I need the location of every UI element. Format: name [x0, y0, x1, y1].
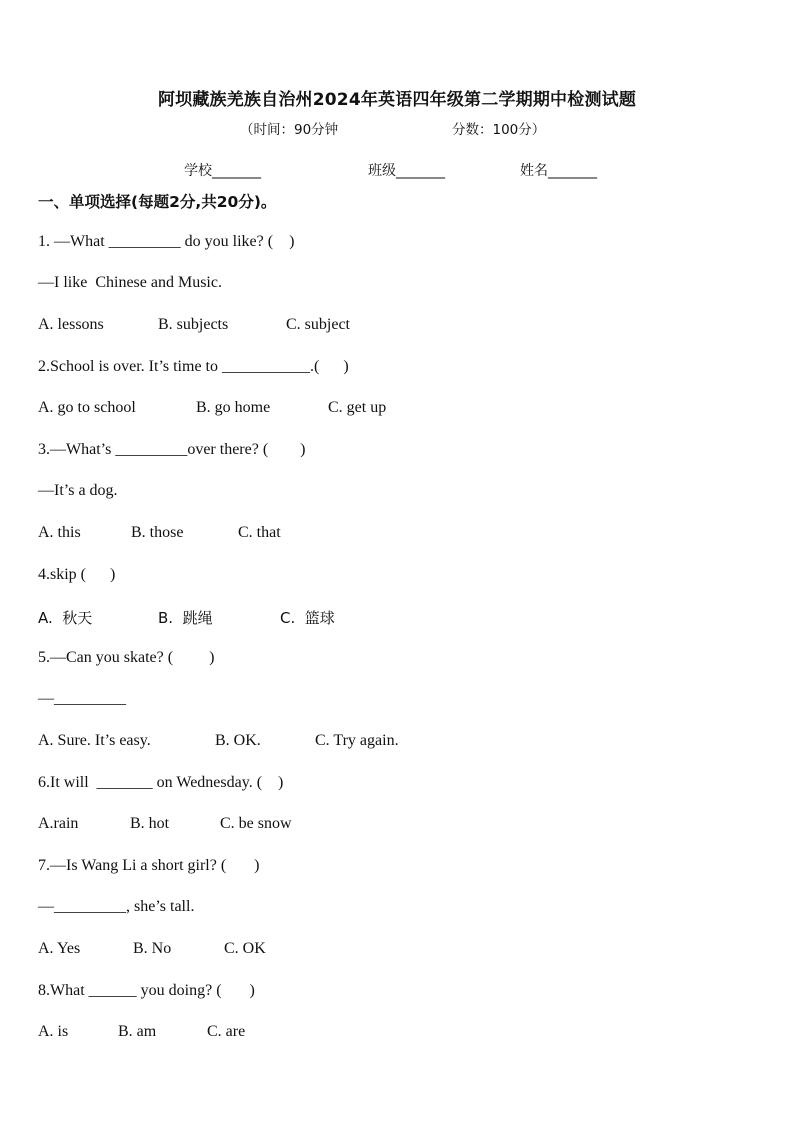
school-field: 学校_______	[184, 163, 261, 179]
question-6-option-c: C. be snow	[220, 815, 292, 832]
question-7-stem: 7.—Is Wang Li a short girl? ( )	[38, 857, 260, 874]
question-3-option-c: C. that	[238, 524, 281, 541]
question-7-answer-line: —_________, she’s tall.	[38, 898, 195, 915]
question-4-option-b: B. 跳绳	[158, 609, 213, 627]
name-field: 姓名_______	[520, 163, 597, 179]
question-3-answer-line: —It’s a dog.	[38, 482, 118, 499]
question-5-option-b: B. OK.	[215, 732, 261, 749]
question-7-option-c: C. OK	[224, 940, 266, 957]
question-3-option-b: B. those	[131, 524, 184, 541]
question-8-option-b: B. am	[118, 1023, 157, 1040]
question-1-stem: 1. —What _________ do you like? ( )	[38, 233, 295, 250]
question-5-answer-line: —_________	[38, 690, 126, 707]
question-4-option-a: A. 秋天	[38, 609, 93, 627]
question-2-option-c: C. get up	[328, 399, 387, 416]
question-1-option-a: A. lessons	[38, 316, 104, 333]
question-8-option-a: A. is	[38, 1023, 69, 1040]
question-1-answer-line: —I like Chinese and Music.	[38, 274, 222, 291]
question-1-option-b: B. subjects	[158, 316, 229, 333]
question-6-option-a: A.rain	[38, 815, 79, 832]
question-8-option-c: C. are	[207, 1023, 246, 1040]
question-7-option-a: A. Yes	[38, 940, 81, 957]
exam-title: 阿坝藏族羌族自治州2024年英语四年级第二学期期中检测试题	[157, 90, 637, 110]
question-3-stem: 3.—What’s _________over there? ( )	[38, 441, 306, 458]
question-5-option-c: C. Try again.	[315, 732, 399, 749]
question-4-stem: 4.skip ( )	[38, 566, 116, 583]
section-heading: 一、单项选择(每题2分,共20分)。	[38, 193, 277, 211]
question-7-option-b: B. No	[133, 940, 172, 957]
question-2-option-a: A. go to school	[38, 399, 136, 416]
exam-time: （时间：90分钟	[240, 122, 339, 138]
question-2-option-b: B. go home	[196, 399, 271, 416]
class-field: 班级_______	[368, 163, 445, 179]
question-2-stem: 2.School is over. It’s time to ___________.( )	[38, 358, 349, 375]
question-6-option-b: B. hot	[130, 815, 170, 832]
exam-score: 分数：100分）	[452, 122, 546, 138]
question-8-stem: 8.What ______ you doing? ( )	[38, 982, 255, 999]
question-3-option-a: A. this	[38, 524, 81, 541]
question-5-stem: 5.—Can you skate? ( )	[38, 649, 215, 666]
question-5-option-a: A. Sure. It’s easy.	[38, 732, 151, 749]
question-4-option-c: C. 篮球	[280, 609, 335, 627]
question-1-option-c: C. subject	[286, 316, 350, 333]
question-6-stem: 6.It will _______ on Wednesday. ( )	[38, 774, 284, 791]
